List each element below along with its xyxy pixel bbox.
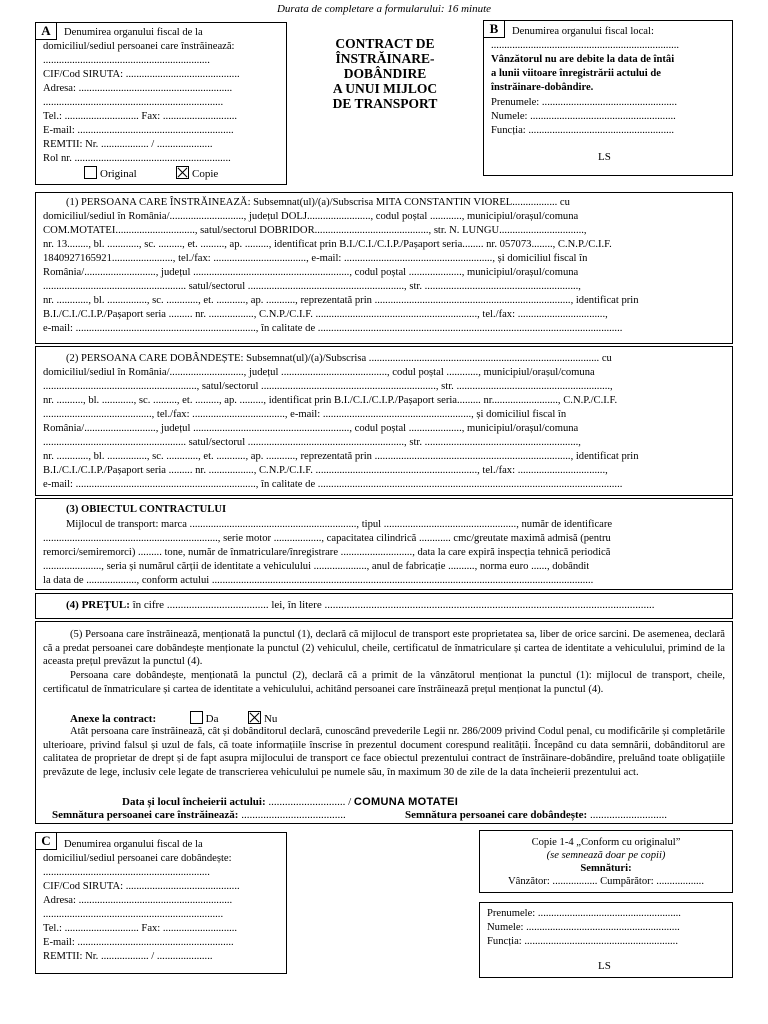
section-a-line: REMTII: Nr. .................. / ..................... <box>43 139 213 150</box>
annexes-nu-label: Nu <box>263 713 278 725</box>
section-a-line: Tel.: ............................ Fax: ............................ <box>43 111 238 122</box>
section-2-line: ........................................., tel./fax: ..................................., e-mail: ........................................................, și domiciliul fiscal în <box>43 409 567 420</box>
section-c-line: CIF/Cod SIRUTA: ........................................... <box>43 881 240 892</box>
section-b-line: Prenumele: ................................................... <box>491 97 677 108</box>
date-place-label: Data și locul încheierii actului: <box>122 796 266 808</box>
section-5-paragraph-2: Persoana care dobândește, menționată la punctul (2), declară că a primit de la vânzătorul menționat la punctul (1): mijlocul de transport, cheile, certificatul de înmatriculare și cartea de identitate a vehiculului, achitând persoanei care înstrăinează prețul menționat la punctul (4). <box>43 670 725 695</box>
copie-label: Copie <box>192 168 219 180</box>
annexes-da-checkbox[interactable] <box>190 711 203 724</box>
copies-conform: Copie 1-4 „Conform cu originalul” <box>531 837 681 848</box>
section-4-line <box>66 599 654 612</box>
annexes-row <box>70 711 277 726</box>
section-5-paragraph-1: (5) Persoana care înstrăinează, menționată la punctul (1), declară că mijlocul de transport este proprietatea sa, liber de orice sarcini. De asemenea, declară că a predat persoanei care dobândește menționate la punctul (2) vehiculul, cheile, certificatul de înmatriculare și cartea de identitate a vehiculului, primind de la aceasta prețul prevăzut la punctul (4). <box>43 629 725 667</box>
section-3-line: ......................, seria și numărul cărții de identitate a vehiculului ...................., anul de fabricație .........., norma euro ......, dobândit <box>43 561 590 572</box>
original-checkbox[interactable] <box>84 166 97 179</box>
buyer-signature-field: ............................ <box>587 809 667 821</box>
section-2-line: domiciliul/sediul în România/............................, județul ........................................, codul poștal ............, municipiul/orașul/comuna <box>43 367 595 378</box>
section-c-line: E-mail: ........................................................... <box>43 937 234 948</box>
section-2-line: ...................................................... satul/sectorul ..........................................................., str. .........................................................., <box>43 437 581 448</box>
section-b-tag: B <box>483 20 505 38</box>
section-b-line: Denumirea organului fiscal local: <box>512 26 654 37</box>
annexes-label: Anexe la contract: <box>70 713 157 725</box>
section-3-line: .................................................................., serie motor .................., capacitatea cilindrică ............ cmc/greutate maximă admisă (pentru <box>43 533 611 544</box>
section-1-line: nr. ............, bl. ..............., sc. ............, et. ..........., ap. ..........., reprezentată prin .........................................................................., identificat prin <box>43 295 639 306</box>
section-1-line: e-mail: ...................................................................., în calitate de ................................................................................................................... <box>43 323 623 334</box>
section-2-line: România/..........................., județul ..........................................................., codul poștal ...................., municipiul/orașul/comuna <box>43 423 579 434</box>
section-c-line: ............................................................... <box>43 867 210 878</box>
section-1-line: B.I./C.I./C.I.P./Pașaport seria ......... nr. ................., C.N.P./C.I.F. ............................................................., tel./fax: ................................., <box>43 309 608 320</box>
annexes-nu-checkbox-checked[interactable] <box>248 711 261 724</box>
copies-signatures-label: Semnături: <box>580 863 632 874</box>
section-3-line: remorci/semiremorci) ......... tone, număr de înmatriculare/înregistrare ..........................., data la care expiră inspecția tehnică periodică <box>43 547 611 558</box>
section-1-line: România/..........................., județul ..........................................................., codul poștal ...................., municipiul/orașul/comuna <box>43 267 579 278</box>
section-2-line: e-mail: ...................................................................., în calitate de ................................................................................................................... <box>43 479 623 490</box>
section-2-line: (2) PERSOANA CARE DOBÂNDEȘTE: Subsemnat(ul)/(a)/Subscrisa ....................................................................................... cu <box>66 353 612 364</box>
copies-note: (se semnează doar pe copii) <box>546 850 666 861</box>
section-1-line: COM.MOTATEI.............................., satul/sectorul DOBRIDOR..........................................., str. N. LUNGU................................, <box>43 225 587 236</box>
section-a-line: domiciliul/sediul persoanei care înstrăinează: <box>43 41 235 52</box>
section-2-line: nr. .........., bl. ............, sc. ........., et. ........., ap. ........., identificat prin B.I./C.I./C.I.P./Pașaport seria......... nr........................., C.N.P./C.I.F. <box>43 395 618 406</box>
section-b-line: ....................................................................... <box>491 40 680 51</box>
section-2-line: nr. ............, bl. ..............., sc. ............, et. ..........., ap. ..........., reprezentată prin .........................................................................., identificat prin <box>43 451 639 462</box>
form-duration-header: Durata de completare a formularului: 16 minute <box>276 3 492 15</box>
annexes-da-label: Da <box>205 713 219 725</box>
original-option[interactable] <box>84 166 137 181</box>
section-c-line: REMTII: Nr. .................. / ..................... <box>43 951 213 962</box>
section-3-line: Mijlocul de transport: marca ..............................................................., tipul .................................................., număr de identificare <box>66 519 613 530</box>
copie-checkbox-checked[interactable] <box>176 166 189 179</box>
buyer-signature-label: Semnătura persoanei care dobândește: <box>405 809 588 821</box>
section-1-line: domiciliul/sediul în România/............................, județul DOLJ........................, codul poștal ............, municipiul/orașul/comuna <box>43 211 579 222</box>
section-b-line: Funcția: ....................................................... <box>491 125 675 136</box>
section-c-line: domiciliul/sediul persoanei care dobândește: <box>43 853 232 864</box>
section-a-line: ............................................................... <box>43 55 210 66</box>
place-value: COMUNA MOTATEI <box>353 796 459 808</box>
seller-signature-field: ...................................... <box>238 809 346 821</box>
section-3-heading: (3) OBIECTUL CONTRACTULUI <box>66 504 227 515</box>
section-1-line: ...................................................... satul/sectorul ..........................................................., str. .........................................................., <box>43 281 581 292</box>
seller-signature-label: Semnătura persoanei care înstrăinează: <box>52 809 239 821</box>
original-label: Original <box>100 168 137 180</box>
section-a-line: Adresa: .......................................................... <box>43 83 233 94</box>
section-1-line: nr. 13........, bl. ............, sc. ........., et. ........., ap. ........., identificat prin B.I./C.I./C.I.P./Pașaport seria........ nr. 057073........, C.N.P./C.I.F. <box>43 239 612 250</box>
price-label: (4) PREȚUL: <box>66 599 130 611</box>
contract-date-place <box>122 796 458 809</box>
section-2-line: .........................................................., satul/sectorul .................................................................., str. .........................................................., <box>43 381 613 392</box>
section-5-paragraph-3: Atât persoana care înstrăinează, cât și dobânditorul declară, cunoscând prevederile Legii nr. 286/2009 privind Codul penal, cu modificările și completările ulterioare, privind falsul și uzul de fals, că toate informațiile înscrise în prezentul document corespund realității. Începând cu data semnării, dobânditorul are calitatea de proprietar de drept și de fapt asupra mijlocului de transport ce face obiectul prezentului contract de înstrăinare-dobândire, preluând toate obligațiile prevăzute de lege, inclusiv cele legate de transcrierea vehiculului pe numele său, în maximum 30 de zile de la data încheierii prezentului act. <box>43 726 725 778</box>
section-2-line: B.I./C.I./C.I.P./Pașaport seria ......... nr. ................., C.N.P./C.I.F. ............................................................., tel./fax: ................................., <box>43 465 608 476</box>
section-3-line: la data de ..................., conform actului ................................................................................................................................................ <box>43 575 594 586</box>
price-fields: în cifre ..................................... lei, în litere ........................................................................................................................ <box>129 599 655 611</box>
seller-signature <box>52 809 346 822</box>
section-b-line: Numele: ....................................................... <box>491 111 676 122</box>
section-b-notice: Vânzătorul nu are debite la data de întâi <box>491 54 675 65</box>
copies-signature-fields: Vânzător: ................. Cumpărător: .................. <box>508 876 704 887</box>
section-c-line: Tel.: ............................ Fax: ............................ <box>43 923 238 934</box>
section-b-notice: a lunii viitoare înregistrării actului de <box>491 68 661 79</box>
section-a-line: CIF/Cod SIRUTA: ........................................... <box>43 69 240 80</box>
official-line: Funcția: .......................................................... <box>487 936 678 947</box>
section-a-line: Rol nr. ........................................................... <box>43 153 231 164</box>
official-ls: LS <box>598 960 611 972</box>
section-1-line: 1840927165921......................., tel./fax: ..................................., e-mail: ........................................................, și domiciliul fiscal în <box>43 253 588 264</box>
date-field: ............................ / <box>265 796 354 808</box>
section-a-tag: A <box>35 22 57 40</box>
section-c-tag: C <box>35 832 57 850</box>
section-a-line: E-mail: ........................................................... <box>43 125 234 136</box>
buyer-signature <box>405 809 667 822</box>
contract-title: CONTRACT DE ÎNSTRĂINARE- DOBÂNDIRE A UNUI MIJLOC DE TRANSPORT <box>332 36 438 111</box>
section-c-line: .................................................................... <box>43 909 224 920</box>
section-b-ls: LS <box>598 151 611 163</box>
copie-option[interactable] <box>176 166 218 181</box>
official-line: Numele: .......................................................... <box>487 922 680 933</box>
section-a-line: Denumirea organului fiscal de la <box>64 27 203 38</box>
section-b-notice: înstrăinare-dobândire. <box>491 82 594 93</box>
official-line: Prenumele: ...................................................... <box>487 908 681 919</box>
section-c-line: Adresa: .......................................................... <box>43 895 233 906</box>
section-1-line: (1) PERSOANA CARE ÎNSTRĂINEAZĂ: Subsemnat(ul)/(a)/Subscrisa MITA CONSTANTIN VIOREL................. cu <box>66 197 570 208</box>
section-c-line: Denumirea organului fiscal de la <box>64 839 203 850</box>
section-a-line: .................................................................... <box>43 97 224 108</box>
